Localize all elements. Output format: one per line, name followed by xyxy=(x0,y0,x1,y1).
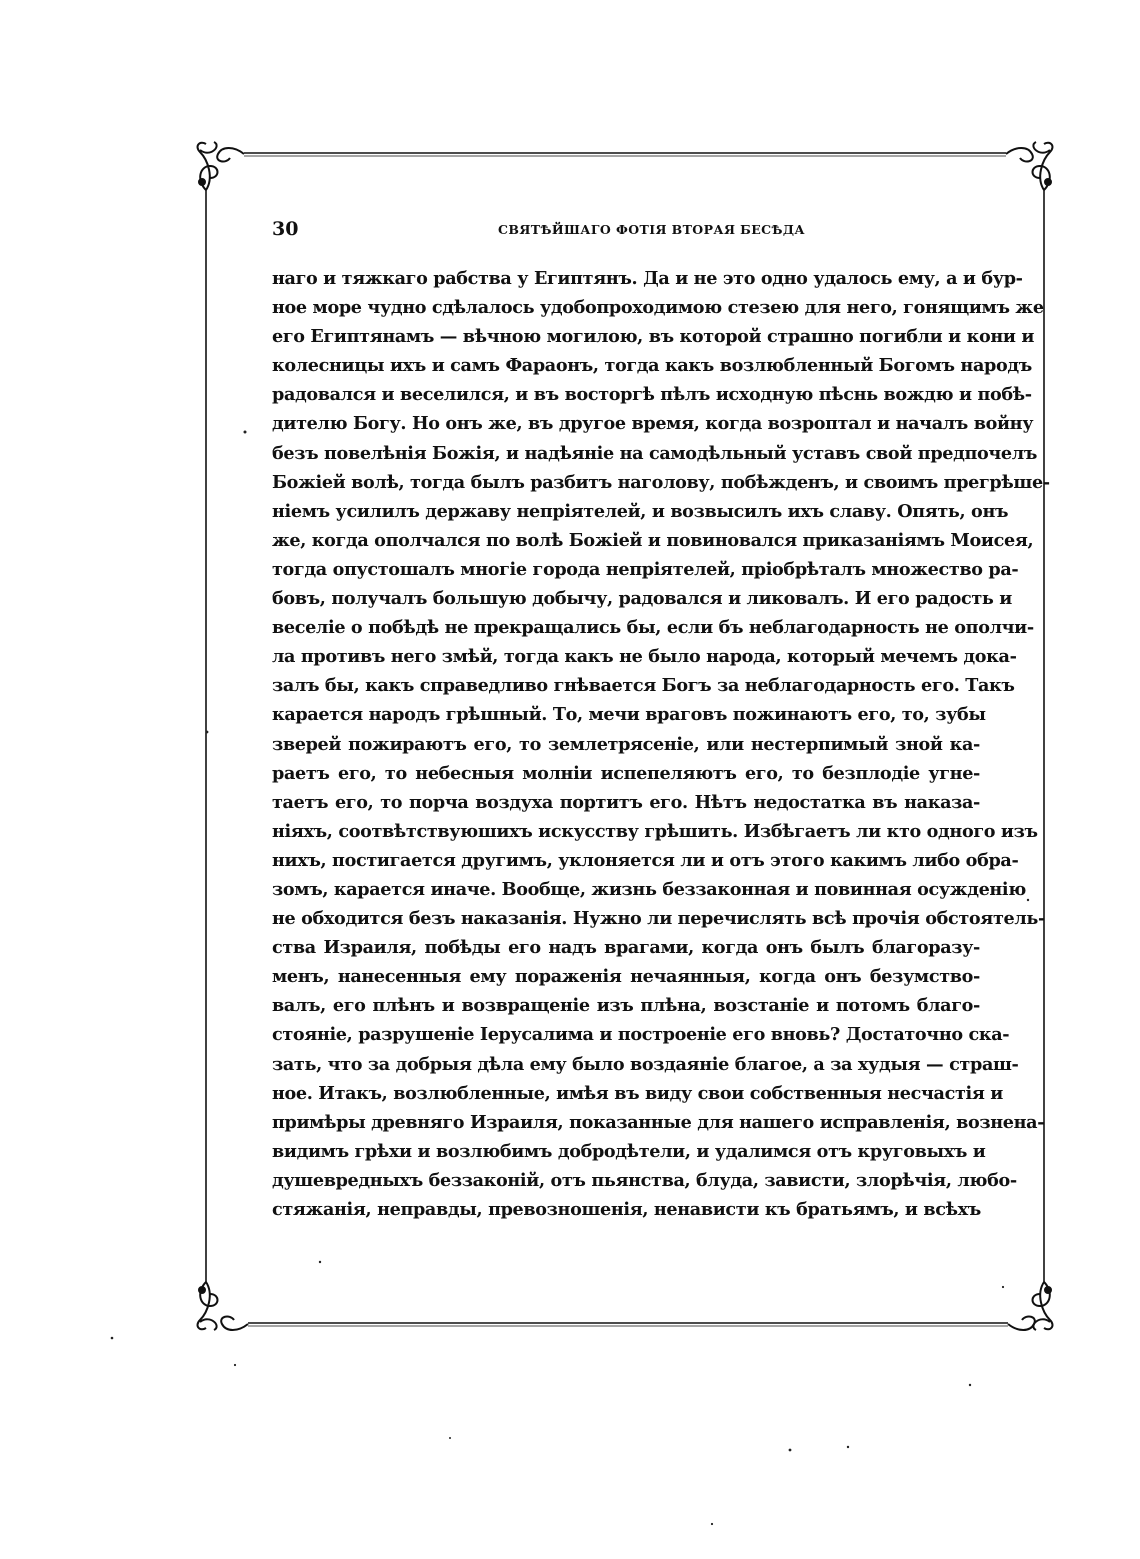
text-line: ніемъ усилилъ державу непріятелей, и возвысилъ ихъ славу. Опять, онъ xyxy=(272,500,1009,522)
text-line: карается народъ грѣшный. То, мечи враговъ пожинаютъ его, то, зубы xyxy=(272,704,986,726)
text-line: менъ, нанесенныя ему пораженія нечаянныя, когда онъ безумство- xyxy=(272,966,980,988)
text-line: зверей пожираютъ его, то землетрясеніе, или нестерпимый зной ка- xyxy=(272,733,980,755)
text-line: валъ, его плѣнъ и возвращеніе изъ плѣна, возстаніе и потомъ благо- xyxy=(272,995,980,1017)
text-line: веселіе о побѣдѣ не прекращались бы, если бъ неблагодарность не ополчи- xyxy=(272,617,1034,639)
text-line: ніяхъ, соотвѣтствуюшихъ искусству грѣшить. Избѣгаетъ ли кто одного изъ xyxy=(272,820,1038,842)
text-line: видимъ грѣхи и возлюбимъ добродѣтели, и удалимся отъ круговыхъ и xyxy=(272,1140,986,1162)
text-line: не обходится безъ наказанія. Нужно ли перечислять всѣ прочія обстоятель- xyxy=(272,908,1045,930)
text-line: нихъ, постигается другимъ, уклоняется ли и отъ этого какимъ либо обра- xyxy=(272,849,1019,871)
text-line: ное море чудно сдѣлалось удобопроходимою стезею для него, гонящимъ же xyxy=(272,297,1044,319)
text-line: безъ повелѣнія Божія, и надѣяніе на самодѣльный уставъ свой предпочелъ xyxy=(272,442,1037,464)
page-number: 30 xyxy=(272,218,299,240)
text-line: таетъ его, то порча воздуха портитъ его. Нѣтъ недостатка въ наказа- xyxy=(272,791,980,813)
text-line: бовъ, получалъ большую добычу, радовался и ликовалъ. И его радость и xyxy=(272,588,1012,610)
text-line: дителю Богу. Но онъ же, въ другое время, когда возроптал и началъ войну xyxy=(272,413,1034,435)
text-line: раетъ его, то небесныя молніи испепеляютъ его, то безплодіе угне- xyxy=(272,762,980,784)
text-line: стояніе, разрушеніе Іерусалима и построеніе его вновь? Достаточно ска- xyxy=(272,1024,1010,1046)
text-line: залъ бы, какъ справедливо гнѣвается Богъ за неблагодарность его. Такъ xyxy=(272,675,1015,697)
text-line: ства Израиля, побѣды его надъ врагами, когда онъ былъ благоразу- xyxy=(272,937,980,959)
text-line: ла противъ него змѣй, тогда какъ не было народа, который мечемъ дока- xyxy=(272,646,1017,668)
text-line: ное. Итакъ, возлюбленные, имѣя въ виду свои собственныя несчастія и xyxy=(272,1082,1003,1104)
text-line: Божіей волѣ, тогда былъ разбитъ наголову, побѣжденъ, и своимъ прегрѣше- xyxy=(272,471,1050,493)
text-line: примѣры древняго Израиля, показанные для нашего исправленія, вознена- xyxy=(272,1111,1045,1133)
text-line: стяжанія, неправды, превозношенія, ненависти къ братьямъ, и всѣхъ xyxy=(272,1199,981,1220)
text-line: радовался и веселился, и въ восторгѣ пѣлъ исходную пѣснь вождю и побѣ- xyxy=(272,384,1032,406)
running-title: СВЯТѢЙШАГО ФОТІЯ ВТОРАЯ БЕСѢДА xyxy=(498,222,805,237)
text-line: зомъ, карается иначе. Вообще, жизнь беззаконная и повинная осужденію xyxy=(272,878,1026,900)
text-line: его Египтянамъ — вѣчною могилою, въ которой страшно погибли и кони и xyxy=(272,326,1035,348)
text-line: наго и тяжкаго рабства у Египтянъ. Да и не это одно удалось ему, а и бур- xyxy=(272,268,1023,289)
text-line: душевредныхъ беззаконій, отъ пьянства, блуда, зависти, злорѣчія, любо- xyxy=(272,1169,1017,1191)
text-line: зать, что за добрыя дѣла ему было воздаяніе благое, а за худыя — страш- xyxy=(272,1053,1019,1075)
text-line: же, когда ополчался по волѣ Божіей и повиновался приказаніямъ Моисея, xyxy=(272,529,1034,551)
text-line: тогда опустошалъ многіе города непріятелей, пріобрѣталъ множество ра- xyxy=(272,558,1019,580)
text-line: колесницы ихъ и самъ Фараонъ, тогда какъ возлюбленный Богомъ народъ xyxy=(272,355,1032,377)
